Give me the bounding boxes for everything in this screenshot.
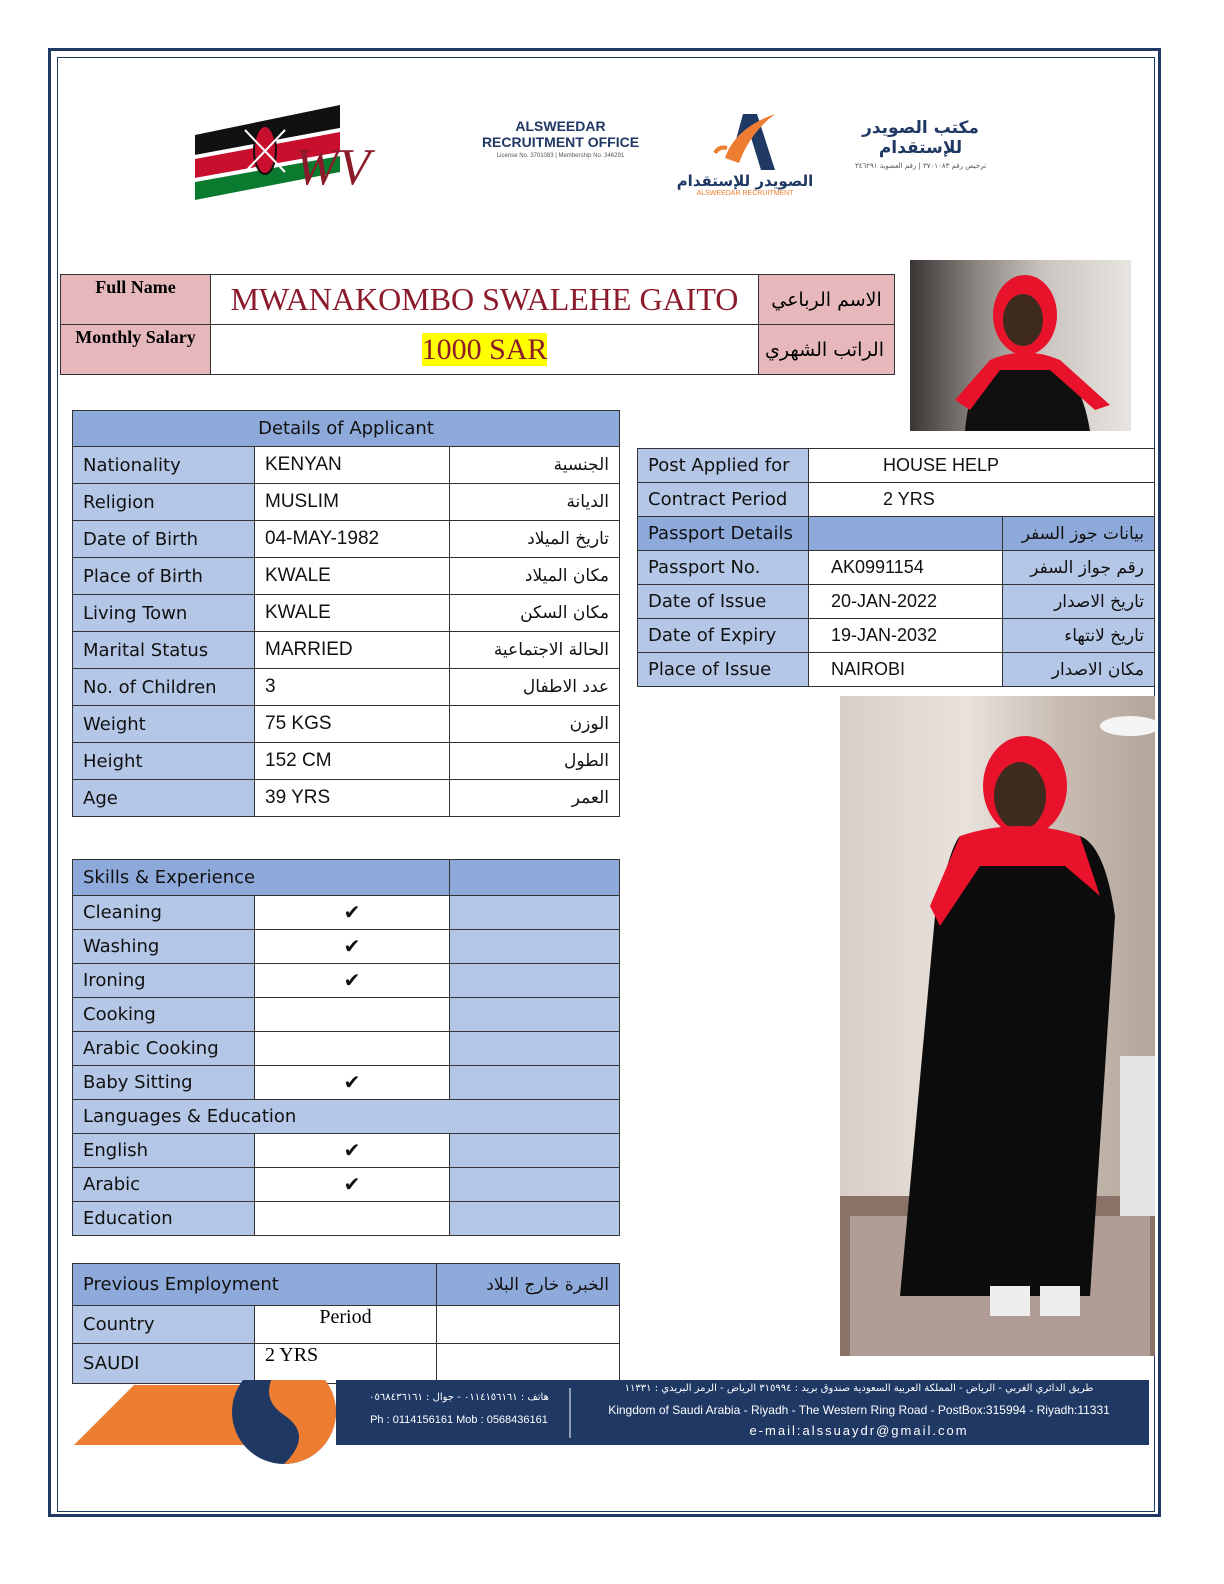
skill-row-extra [450,1202,620,1236]
office-logo-line1: ALSWEEDAR [515,118,606,134]
kenya-logo-text: WV [295,139,371,196]
passport-title-ar: بيانات جوز السفر [1003,517,1155,551]
employment-title-ar: الخبرة خارج البلاد [437,1264,620,1306]
passport-row-label: Date of Issue [638,585,809,619]
center-logo-ar: الصويدر للإستقدام [676,172,814,190]
details-row-label: Height [73,743,255,780]
passport-row-value: NAIROBI [809,653,1003,687]
passport-row-label: Passport No. [638,551,809,585]
details-row-value: 04-MAY-1982 [255,521,450,558]
post-row-label: Contract Period [638,483,809,517]
skill-check-icon [255,1032,450,1066]
details-row-label: No. of Children [73,669,255,706]
skill-row-label: Cooking [73,998,255,1032]
alsweedar-right-logo [828,118,1013,170]
details-row-label: Date of Birth [73,521,255,558]
details-row-ar: عدد الاطفال [450,669,620,706]
passport-row [638,585,1155,619]
skill-check-icon: ✔ [255,930,450,964]
skill-row [73,964,620,998]
skill-check-icon: ✔ [255,1168,450,1202]
details-row [73,743,620,780]
skill-row-extra [450,930,620,964]
footer-phone-en: Ph : 0114156161 Mob : 0568436161 [370,1414,548,1426]
details-row-label: Place of Birth [73,558,255,595]
details-row-value: KENYAN [255,447,450,484]
salary-label: Monthly Salary [61,325,211,375]
passport-row [638,653,1155,687]
details-row [73,484,620,521]
details-table [72,410,620,817]
employment-period-label: Period [255,1306,437,1344]
details-row-ar: الجنسية [450,447,620,484]
details-row [73,447,620,484]
passport-row-value: 19-JAN-2032 [809,619,1003,653]
details-row-ar: العمر [450,780,620,817]
details-row [73,706,620,743]
skill-row [73,998,620,1032]
alsweedar-a-icon [705,108,785,172]
details-row-value: MUSLIM [255,484,450,521]
passport-row-value: 20-JAN-2022 [809,585,1003,619]
alsweedar-office-logo [478,118,643,159]
details-row-ar: مكان الميلاد [450,558,620,595]
skill-check-icon [255,998,450,1032]
passport-row-ar: مكان الاصدار [1003,653,1155,687]
details-row-label: Marital Status [73,632,255,669]
post-row-value: HOUSE HELP [809,449,1155,483]
employment-country-label: Country [73,1306,255,1344]
post-table [637,448,1155,687]
details-row-ar: تاريخ الميلاد [450,521,620,558]
full-name-label: Full Name [61,275,211,325]
skill-row [73,1168,620,1202]
skill-row [73,930,620,964]
post-row [638,483,1155,517]
details-row-label: Weight [73,706,255,743]
details-title: Details of Applicant [73,411,620,447]
details-row [73,558,620,595]
details-row [73,669,620,706]
skill-row-extra [450,1066,620,1100]
skill-row-extra [450,998,620,1032]
office-logo-small: License No. 3701083 | Membership No. 346291 [496,153,625,159]
details-row-value: 75 KGS [255,706,450,743]
skills-table [72,859,620,1236]
post-row [638,449,1155,483]
details-row [73,521,620,558]
details-row-value: 3 [255,669,450,706]
skill-check-icon [255,1202,450,1236]
alsweedar-center-logo [675,108,815,213]
post-row-label: Post Applied for [638,449,809,483]
full-name-value: MWANAKOMBO SWALEHE GAITO [211,275,759,325]
applicant-portrait-photo [910,260,1131,431]
skill-row-label: Cleaning [73,896,255,930]
employment-period-value: 2 YRS [255,1344,437,1384]
salary-value: 1000 SAR [421,332,548,366]
post-row-value: 2 YRS [809,483,1155,517]
details-row-ar: الديانة [450,484,620,521]
salary-ar: الراتب الشهري [759,325,895,375]
footer-address-en: Kingdom of Saudi Arabia - Riyadh - The Western Ring Road - PostBox:315994 - Riyadh:11331 [608,1403,1110,1417]
details-row-label: Age [73,780,255,817]
employment-title: Previous Employment [73,1264,437,1306]
passport-row-label: Place of Issue [638,653,809,687]
details-row-label: Religion [73,484,255,521]
details-row [73,780,620,817]
details-row-value: 152 CM [255,743,450,780]
passport-row [638,619,1155,653]
skill-row-label: Arabic [73,1168,255,1202]
passport-row-ar: تاريخ الاصدار [1003,585,1155,619]
full-name-ar: الاسم الرباعي [759,275,895,325]
details-row-label: Living Town [73,595,255,632]
skills-title: Skills & Experience [73,860,450,896]
employment-country-value: SAUDI [73,1344,255,1384]
details-row-ar: الطول [450,743,620,780]
skill-row-extra [450,964,620,998]
details-row-ar: الوزن [450,706,620,743]
details-row [73,632,620,669]
skill-row [73,1066,620,1100]
passport-row-ar: رقم جواز السفر [1003,551,1155,585]
skill-row-extra [450,1032,620,1066]
skill-check-icon: ✔ [255,896,450,930]
languages-title: Languages & Education [73,1100,620,1134]
footer-email[interactable]: e-mail:alssuaydr@gmail.com [749,1423,969,1438]
applicant-full-body-photo [840,696,1155,1356]
skill-row-extra [450,1134,620,1168]
employment-table [72,1263,620,1384]
skill-check-icon: ✔ [255,1066,450,1100]
salary-cell [211,325,759,375]
skill-row-label: English [73,1134,255,1168]
right-logo-small: ترخيص رقم ٣٧٠١٠٨٣ | رقم العضوية ٣٤٦٢٩١ [854,162,987,170]
passport-row-label: Date of Expiry [638,619,809,653]
details-row-value: KWALE [255,558,450,595]
footer-phone-ar: هاتف : ٠١١٤١٥٦١٦١ - جوال : ٠٥٦٨٤٣٦١٦١ [369,1392,549,1403]
details-row-label: Nationality [73,447,255,484]
details-row-ar: الحالة الاجتماعية [450,632,620,669]
details-row-value: KWALE [255,595,450,632]
skill-check-icon: ✔ [255,1134,450,1168]
skill-row [73,1202,620,1236]
skill-check-icon: ✔ [255,964,450,998]
footer-banner [74,1380,1149,1465]
right-logo-ar: مكتب الصويدر للإستقدام [862,118,979,158]
skill-row-label: Washing [73,930,255,964]
passport-row [638,551,1155,585]
passport-row-value: AK0991154 [809,551,1003,585]
skill-row [73,1134,620,1168]
passport-title: Passport Details [638,517,809,551]
details-row-ar: مكان السكن [450,595,620,632]
passport-row-ar: تاريخ لانتهاء [1003,619,1155,653]
skill-row-label: Arabic Cooking [73,1032,255,1066]
details-row-value: 39 YRS [255,780,450,817]
kenya-logo [190,100,405,205]
skill-row-label: Baby Sitting [73,1066,255,1100]
footer-address-ar: طريق الدائري الغربي - الرياض - المملكة العربية السعودية صندوق بريد : ٣١٥٩٩٤ الرياض - الرمز البريدي : ١١٣٣١ [624,1383,1094,1394]
identity-table [60,274,895,375]
details-row [73,595,620,632]
skill-row [73,1032,620,1066]
center-logo-en: ALSWEEDAR RECRUITMENT [696,190,794,197]
skill-row-label: Education [73,1202,255,1236]
details-row-value: MARRIED [255,632,450,669]
office-logo-line2: RECRUITMENT OFFICE [481,134,640,150]
skill-row-label: Ironing [73,964,255,998]
skill-row-extra [450,1168,620,1202]
skill-row-extra [450,896,620,930]
skill-row [73,896,620,930]
